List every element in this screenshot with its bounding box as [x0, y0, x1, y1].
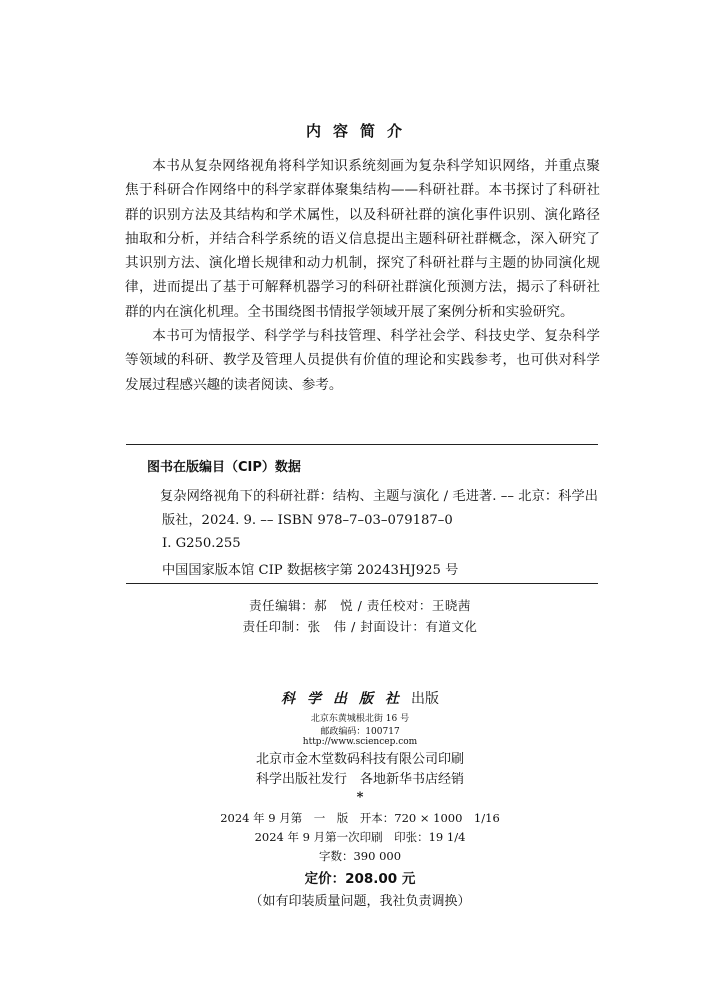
intro-title: 内容简介 — [305, 122, 414, 140]
publisher-logo: 科学出版社 — [281, 691, 411, 707]
publisher-line — [0, 688, 720, 708]
credits-production-line: 责任印制：张 伟 / 封面设计：有道文化 — [242, 619, 478, 634]
cip-verification: 中国国家版本馆 CIP 数据核字第 20243HJ925 号 — [162, 563, 459, 578]
price: 定价：208.00 元 — [304, 871, 416, 887]
quality-notice: （如有印装质量问题，我社负责调换） — [249, 894, 471, 909]
intro-paragraph-1: 本书从复杂网络视角将科学知识系统刻画为复杂科学知识网络，并重点聚焦于科研合作网络中的科学家群体聚集结构——科研社群。本书探讨了科研社群的识别方法及其结构和学术属性，以及科研社群的演化事件识别、演化路径抽取和分析，并结合科学系统的语义信息提出主题科研社群概念，深入研究了其识别方法、演化增长规律和动力机制，探究了科研社群与主题的协同演化规律，进而提出了基于可解释机器学习的科研社群演化预测方法，揭示了科研社群的内在演化机理。全书围绕图书情报学领域开展了案例分析和实验研究。 — [125, 158, 600, 320]
word-count: 字数：390 000 — [318, 849, 402, 863]
publisher-suffix: 出版 — [411, 691, 439, 707]
separator-asterisk: * — [356, 790, 364, 805]
cip-top-rule — [126, 444, 598, 445]
publisher-postcode: 邮政编码：100717 — [320, 727, 400, 737]
intro-paragraph-2: 本书可为情报学、科学学与科技管理、科学社会学、科技史学、复杂科学等领域的科研、教学及管理人员提供有价值的理论和实践参考，也可供对科学发展过程感兴趣的读者阅读、参考。 — [125, 328, 600, 393]
cip-classification: Ⅰ. G250.255 — [162, 536, 241, 551]
edition-line: 2024 年 9 月第 一 版 开本：720 × 1000 1/16 — [220, 811, 500, 825]
distribution-line: 科学出版社发行 各地新华书店经销 — [255, 772, 464, 787]
publisher-address: 北京东黄城根北街 16 号 — [310, 714, 410, 724]
printer-line: 北京市金木堂数码科技有限公司印刷 — [255, 752, 464, 767]
intro-body — [125, 154, 600, 397]
cip-heading: 图书在版编目（CIP）数据 — [147, 460, 301, 475]
credits-editor-line: 责任编辑：郝 悦 / 责任校对：王晓茜 — [249, 598, 471, 613]
cip-entry: 复杂网络视角下的科研社群：结构、主题与演化 / 毛进著. –– 北京：科学出版社，2024. 9. –– ISBN 978–7–03–079187–0 — [160, 489, 598, 528]
publisher-url: http://www.sciencep.com — [302, 737, 418, 747]
printing-line: 2024 年 9 月第一次印刷 印张：19 1/4 — [254, 830, 466, 844]
cip-bottom-rule — [126, 583, 598, 584]
